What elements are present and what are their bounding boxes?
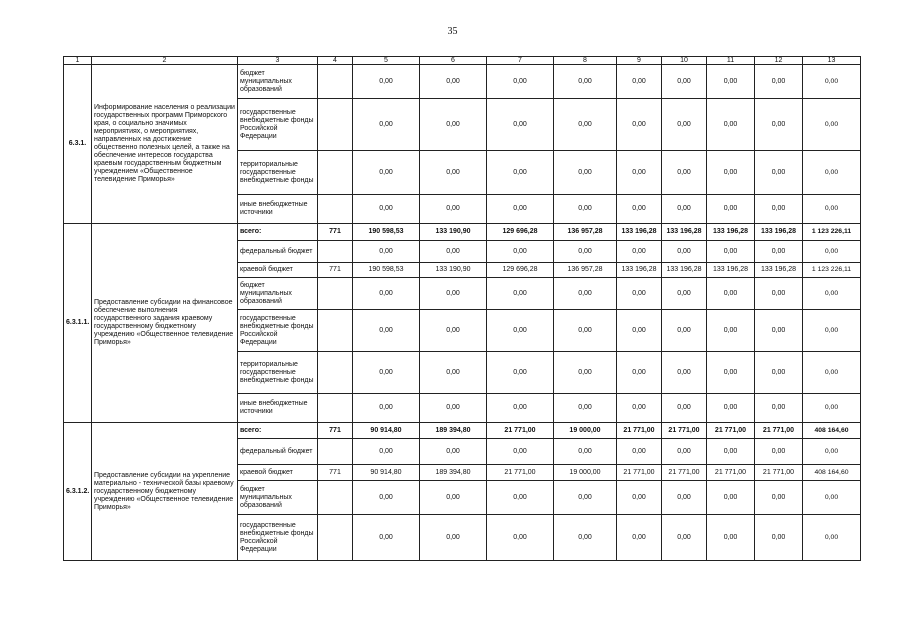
amount-cell: 0,00 xyxy=(487,241,554,263)
amount-cell: 0,00 xyxy=(554,515,617,561)
amount-cell: 0,00 xyxy=(707,481,755,515)
amount-cell: 129 696,28 xyxy=(487,263,554,278)
amount-cell: 0,00 xyxy=(662,310,707,352)
amount-cell: 0,00 xyxy=(353,439,420,465)
amount-cell: 0,00 xyxy=(487,394,554,423)
amount-cell: 0,00 xyxy=(420,195,487,224)
amount-cell: 0,00 xyxy=(420,515,487,561)
amount-cell: 0,00 xyxy=(617,99,662,151)
funding-source: бюджет муниципальных образований xyxy=(238,481,318,515)
amount-cell: 0,00 xyxy=(353,352,420,394)
amount-cell: 0,00 xyxy=(707,65,755,99)
amount-cell: 133 196,28 xyxy=(617,263,662,278)
amount-cell: 0,00 xyxy=(707,439,755,465)
table-row xyxy=(64,224,861,241)
amount-cell: 0,00 xyxy=(487,65,554,99)
header-cell: 10 xyxy=(662,57,707,65)
amount-cell: 0,00 xyxy=(420,278,487,310)
header-row xyxy=(64,57,861,65)
budget-table xyxy=(63,56,861,561)
amount-cell: 0,00 xyxy=(353,481,420,515)
amount-cell: 0,00 xyxy=(755,515,803,561)
amount-cell: 0,00 xyxy=(617,310,662,352)
amount-cell: 0,00 xyxy=(554,99,617,151)
amount-cell: 1 123 226,11 xyxy=(803,263,861,278)
budget-code xyxy=(318,439,353,465)
amount-cell: 0,00 xyxy=(707,278,755,310)
amount-cell: 133 190,90 xyxy=(420,224,487,241)
amount-cell: 0,00 xyxy=(662,65,707,99)
amount-cell: 0,00 xyxy=(353,65,420,99)
amount-cell: 0,00 xyxy=(617,151,662,195)
amount-cell: 0,00 xyxy=(420,151,487,195)
amount-cell: 0,00 xyxy=(617,515,662,561)
header-cell: 8 xyxy=(554,57,617,65)
amount-cell: 0,00 xyxy=(554,65,617,99)
amount-cell: 133 196,28 xyxy=(755,224,803,241)
amount-cell: 21 771,00 xyxy=(707,465,755,481)
amount-cell: 0,00 xyxy=(803,310,861,352)
header-cell: 7 xyxy=(487,57,554,65)
budget-code xyxy=(318,99,353,151)
amount-cell: 0,00 xyxy=(554,241,617,263)
header-cell: 13 xyxy=(803,57,861,65)
amount-cell: 0,00 xyxy=(755,394,803,423)
amount-cell: 133 196,28 xyxy=(707,224,755,241)
amount-cell: 0,00 xyxy=(755,352,803,394)
amount-cell: 0,00 xyxy=(617,195,662,224)
amount-cell: 0,00 xyxy=(662,515,707,561)
amount-cell: 0,00 xyxy=(420,65,487,99)
funding-source: бюджет муниципальных образований xyxy=(238,65,318,99)
funding-source: краевой бюджет xyxy=(238,263,318,278)
amount-cell: 0,00 xyxy=(554,151,617,195)
amount-cell: 0,00 xyxy=(487,195,554,224)
amount-cell: 0,00 xyxy=(554,352,617,394)
funding-source: государственные внебюджетные фонды Российской Федерации xyxy=(238,515,318,561)
amount-cell: 133 196,28 xyxy=(707,263,755,278)
amount-cell: 0,00 xyxy=(662,99,707,151)
table-row xyxy=(64,423,861,439)
amount-cell: 19 000,00 xyxy=(554,465,617,481)
funding-source: государственные внебюджетные фонды Российской Федерации xyxy=(238,310,318,352)
item-code: 6.3.1. xyxy=(64,65,92,224)
amount-cell: 0,00 xyxy=(662,352,707,394)
amount-cell: 0,00 xyxy=(755,151,803,195)
amount-cell: 0,00 xyxy=(554,439,617,465)
budget-code: 771 xyxy=(318,465,353,481)
amount-cell: 90 914,80 xyxy=(353,465,420,481)
amount-cell: 189 394,80 xyxy=(420,465,487,481)
amount-cell: 0,00 xyxy=(353,195,420,224)
amount-cell: 0,00 xyxy=(803,515,861,561)
header-cell: 9 xyxy=(617,57,662,65)
funding-source: территориальные государственные внебюджетные фонды xyxy=(238,352,318,394)
amount-cell: 0,00 xyxy=(420,310,487,352)
budget-code: 771 xyxy=(318,224,353,241)
amount-cell: 0,00 xyxy=(487,481,554,515)
amount-cell: 0,00 xyxy=(554,278,617,310)
item-description: Предоставление субсидии на укрепление материально - технической базы краевому государственному бюджетному учреждению «Общественное телевидение Приморья» xyxy=(92,423,238,561)
item-code: 6.3.1.2. xyxy=(64,423,92,561)
amount-cell: 136 957,28 xyxy=(554,224,617,241)
header-cell: 6 xyxy=(420,57,487,65)
amount-cell: 0,00 xyxy=(420,394,487,423)
amount-cell: 0,00 xyxy=(755,241,803,263)
amount-cell: 408 164,60 xyxy=(803,465,861,481)
amount-cell: 129 696,28 xyxy=(487,224,554,241)
amount-cell: 0,00 xyxy=(803,394,861,423)
funding-source: бюджет муниципальных образований xyxy=(238,278,318,310)
amount-cell: 0,00 xyxy=(755,439,803,465)
amount-cell: 0,00 xyxy=(487,151,554,195)
amount-cell: 0,00 xyxy=(755,65,803,99)
amount-cell: 0,00 xyxy=(617,65,662,99)
table-row xyxy=(64,65,861,99)
header-cell: 11 xyxy=(707,57,755,65)
budget-code xyxy=(318,352,353,394)
amount-cell: 0,00 xyxy=(662,151,707,195)
amount-cell: 0,00 xyxy=(617,241,662,263)
amount-cell: 133 196,28 xyxy=(662,263,707,278)
amount-cell: 0,00 xyxy=(755,310,803,352)
amount-cell: 136 957,28 xyxy=(554,263,617,278)
budget-code xyxy=(318,310,353,352)
amount-cell: 0,00 xyxy=(707,195,755,224)
funding-source: всего: xyxy=(238,224,318,241)
amount-cell: 190 598,53 xyxy=(353,263,420,278)
amount-cell: 0,00 xyxy=(662,195,707,224)
budget-code xyxy=(318,481,353,515)
amount-cell: 0,00 xyxy=(420,99,487,151)
item-code: 6.3.1.1. xyxy=(64,224,92,423)
amount-cell: 0,00 xyxy=(487,352,554,394)
amount-cell: 0,00 xyxy=(662,278,707,310)
amount-cell: 0,00 xyxy=(803,65,861,99)
funding-source: краевой бюджет xyxy=(238,465,318,481)
amount-cell: 0,00 xyxy=(487,439,554,465)
amount-cell: 21 771,00 xyxy=(662,465,707,481)
budget-code xyxy=(318,195,353,224)
page-number: 35 xyxy=(447,26,458,37)
budget-code: 771 xyxy=(318,263,353,278)
amount-cell: 21 771,00 xyxy=(617,465,662,481)
amount-cell: 133 196,28 xyxy=(662,224,707,241)
amount-cell: 1 123 226,11 xyxy=(803,224,861,241)
budget-code: 771 xyxy=(318,423,353,439)
budget-code xyxy=(318,151,353,195)
amount-cell: 0,00 xyxy=(617,278,662,310)
amount-cell: 190 598,53 xyxy=(353,224,420,241)
amount-cell: 90 914,80 xyxy=(353,423,420,439)
item-description: Информирование населения о реализации государственных программ Приморского края, о социально значимых мероприятиях, о мероприятиях, направленных на достижение общественно полезных целей, а также на обеспечение интересов государства краевым государственным бюджетным учреждением «Общественное телевидение Приморья» xyxy=(92,65,238,224)
amount-cell: 133 196,28 xyxy=(617,224,662,241)
amount-cell: 0,00 xyxy=(755,278,803,310)
budget-code xyxy=(318,65,353,99)
amount-cell: 0,00 xyxy=(803,278,861,310)
funding-source: иные внебюджетные источники xyxy=(238,195,318,224)
budget-code xyxy=(318,241,353,263)
amount-cell: 0,00 xyxy=(353,394,420,423)
header-cell: 3 xyxy=(238,57,318,65)
amount-cell: 0,00 xyxy=(617,394,662,423)
amount-cell: 0,00 xyxy=(554,310,617,352)
amount-cell: 0,00 xyxy=(803,352,861,394)
funding-source: иные внебюджетные источники xyxy=(238,394,318,423)
amount-cell: 0,00 xyxy=(353,151,420,195)
amount-cell: 0,00 xyxy=(662,394,707,423)
funding-source: федеральный бюджет xyxy=(238,439,318,465)
amount-cell: 0,00 xyxy=(707,151,755,195)
amount-cell: 0,00 xyxy=(755,481,803,515)
amount-cell: 408 164,60 xyxy=(803,423,861,439)
amount-cell: 21 771,00 xyxy=(755,465,803,481)
amount-cell: 0,00 xyxy=(554,481,617,515)
amount-cell: 0,00 xyxy=(353,99,420,151)
budget-code xyxy=(318,278,353,310)
amount-cell: 0,00 xyxy=(803,99,861,151)
header-cell: 2 xyxy=(92,57,238,65)
amount-cell: 0,00 xyxy=(617,481,662,515)
amount-cell: 0,00 xyxy=(707,352,755,394)
funding-source: федеральный бюджет xyxy=(238,241,318,263)
amount-cell: 21 771,00 xyxy=(617,423,662,439)
funding-source: государственные внебюджетные фонды Российской Федерации xyxy=(238,99,318,151)
funding-source: территориальные государственные внебюджетные фонды xyxy=(238,151,318,195)
amount-cell: 0,00 xyxy=(487,310,554,352)
amount-cell: 0,00 xyxy=(353,278,420,310)
amount-cell: 0,00 xyxy=(803,481,861,515)
amount-cell: 0,00 xyxy=(707,241,755,263)
amount-cell: 0,00 xyxy=(420,439,487,465)
amount-cell: 0,00 xyxy=(353,515,420,561)
amount-cell: 0,00 xyxy=(803,195,861,224)
amount-cell: 0,00 xyxy=(353,241,420,263)
amount-cell: 0,00 xyxy=(803,151,861,195)
amount-cell: 0,00 xyxy=(487,99,554,151)
amount-cell: 0,00 xyxy=(554,195,617,224)
amount-cell: 0,00 xyxy=(803,439,861,465)
budget-code xyxy=(318,515,353,561)
amount-cell: 189 394,80 xyxy=(420,423,487,439)
amount-cell: 0,00 xyxy=(420,352,487,394)
amount-cell: 133 190,90 xyxy=(420,263,487,278)
amount-cell: 0,00 xyxy=(662,241,707,263)
amount-cell: 0,00 xyxy=(617,352,662,394)
header-cell: 1 xyxy=(64,57,92,65)
amount-cell: 0,00 xyxy=(755,99,803,151)
amount-cell: 0,00 xyxy=(662,481,707,515)
amount-cell: 0,00 xyxy=(353,310,420,352)
header-cell: 5 xyxy=(353,57,420,65)
amount-cell: 21 771,00 xyxy=(662,423,707,439)
amount-cell: 19 000,00 xyxy=(554,423,617,439)
amount-cell: 0,00 xyxy=(803,241,861,263)
amount-cell: 21 771,00 xyxy=(487,423,554,439)
amount-cell: 0,00 xyxy=(707,515,755,561)
amount-cell: 21 771,00 xyxy=(755,423,803,439)
amount-cell: 0,00 xyxy=(707,310,755,352)
amount-cell: 0,00 xyxy=(487,515,554,561)
header-cell: 4 xyxy=(318,57,353,65)
header-cell: 12 xyxy=(755,57,803,65)
amount-cell: 0,00 xyxy=(707,394,755,423)
amount-cell: 0,00 xyxy=(707,99,755,151)
item-description: Предоставление субсидии на финансовое обеспечение выполнения государственного задания краевому государственному бюджетному учреждению «Общественное телевидение Приморья» xyxy=(92,224,238,423)
amount-cell: 21 771,00 xyxy=(707,423,755,439)
funding-source: всего: xyxy=(238,423,318,439)
amount-cell: 133 196,28 xyxy=(755,263,803,278)
budget-code xyxy=(318,394,353,423)
amount-cell: 0,00 xyxy=(755,195,803,224)
amount-cell: 0,00 xyxy=(554,394,617,423)
amount-cell: 21 771,00 xyxy=(487,465,554,481)
amount-cell: 0,00 xyxy=(487,278,554,310)
amount-cell: 0,00 xyxy=(662,439,707,465)
amount-cell: 0,00 xyxy=(420,481,487,515)
amount-cell: 0,00 xyxy=(420,241,487,263)
amount-cell: 0,00 xyxy=(617,439,662,465)
